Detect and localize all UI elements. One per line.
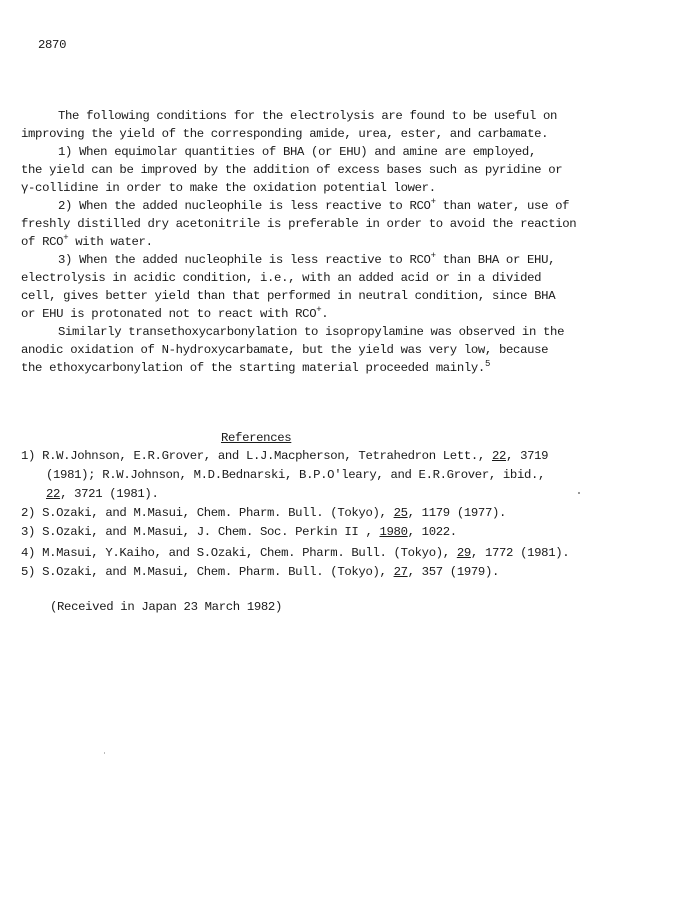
- reference-item: 2) S.Ozaki, and M.Masui, Chem. Pharm. Bull. (Tokyo), 25, 1179 (1977).: [21, 506, 507, 520]
- body-line: of RCO+ with water.: [21, 233, 153, 249]
- received-date: (Received in Japan 23 March 1982): [50, 600, 282, 614]
- body-line: the ethoxycarbonylation of the starting material proceeded mainly.$^5$: [21, 359, 490, 375]
- body-line: the yield can be improved by the addition of excess bases such as pyridine or: [21, 163, 563, 177]
- reference-superscript: 5: [484, 359, 490, 369]
- reference-item: 5) S.Ozaki, and M.Masui, Chem. Pharm. Bull. (Tokyo), 27, 357 (1979).: [21, 565, 500, 579]
- body-line: or EHU is protonated not to react with RCO+.: [21, 305, 329, 321]
- body-line: electrolysis in acidic condition, i.e., with an added acid or in a divided: [21, 271, 542, 285]
- scan-speck: [578, 492, 580, 494]
- body-line: improving the yield of the corresponding amide, urea, ester, and carbamate.: [21, 127, 549, 141]
- body-line: Similarly transethoxycarbonylation to isopropylamine was observed in the: [58, 325, 565, 339]
- body-line: 1) When equimolar quantities of BHA (or EHU) and amine are employed,: [58, 145, 536, 159]
- superscript: +: [430, 251, 436, 261]
- body-line: freshly distilled dry acetonitrile is preferable in order to avoid the reaction: [21, 217, 577, 231]
- body-line: cell, gives better yield than that performed in neutral condition, since BHA: [21, 289, 556, 303]
- superscript: +: [63, 233, 69, 243]
- reference-item: 1) R.W.Johnson, E.R.Grover, and L.J.Macpherson, Tetrahedron Lett., 22, 3719: [21, 449, 549, 463]
- reference-item: 3) S.Ozaki, and M.Masui, J. Chem. Soc. Perkin II , 1980, 1022.: [21, 525, 457, 539]
- reference-item: (1981); R.W.Johnson, M.D.Bednarski, B.P.O'leary, and E.R.Grover, ibid.,: [46, 468, 546, 482]
- scan-speck: [104, 752, 105, 754]
- reference-item: 4) M.Masui, Y.Kaiho, and S.Ozaki, Chem. Pharm. Bull. (Tokyo), 29, 1772 (1981).: [21, 546, 570, 560]
- superscript: +: [316, 305, 322, 315]
- body-line: anodic oxidation of N-hydroxycarbamate, but the yield was very low, because: [21, 343, 549, 357]
- superscript: +: [430, 197, 436, 207]
- page-number: 2870: [38, 38, 67, 52]
- body-line: γ-collidine in order to make the oxidation potential lower.: [21, 181, 436, 195]
- body-line: 2) When the added nucleophile is less reactive to RCO+ than water, use of: [58, 197, 570, 213]
- references-heading: References: [221, 431, 292, 445]
- body-line: 3) When the added nucleophile is less reactive to RCO+ than BHA or EHU,: [58, 251, 556, 267]
- reference-item: 22, 3721 (1981).: [46, 487, 159, 501]
- body-line: The following conditions for the electrolysis are found to be useful on: [58, 109, 558, 123]
